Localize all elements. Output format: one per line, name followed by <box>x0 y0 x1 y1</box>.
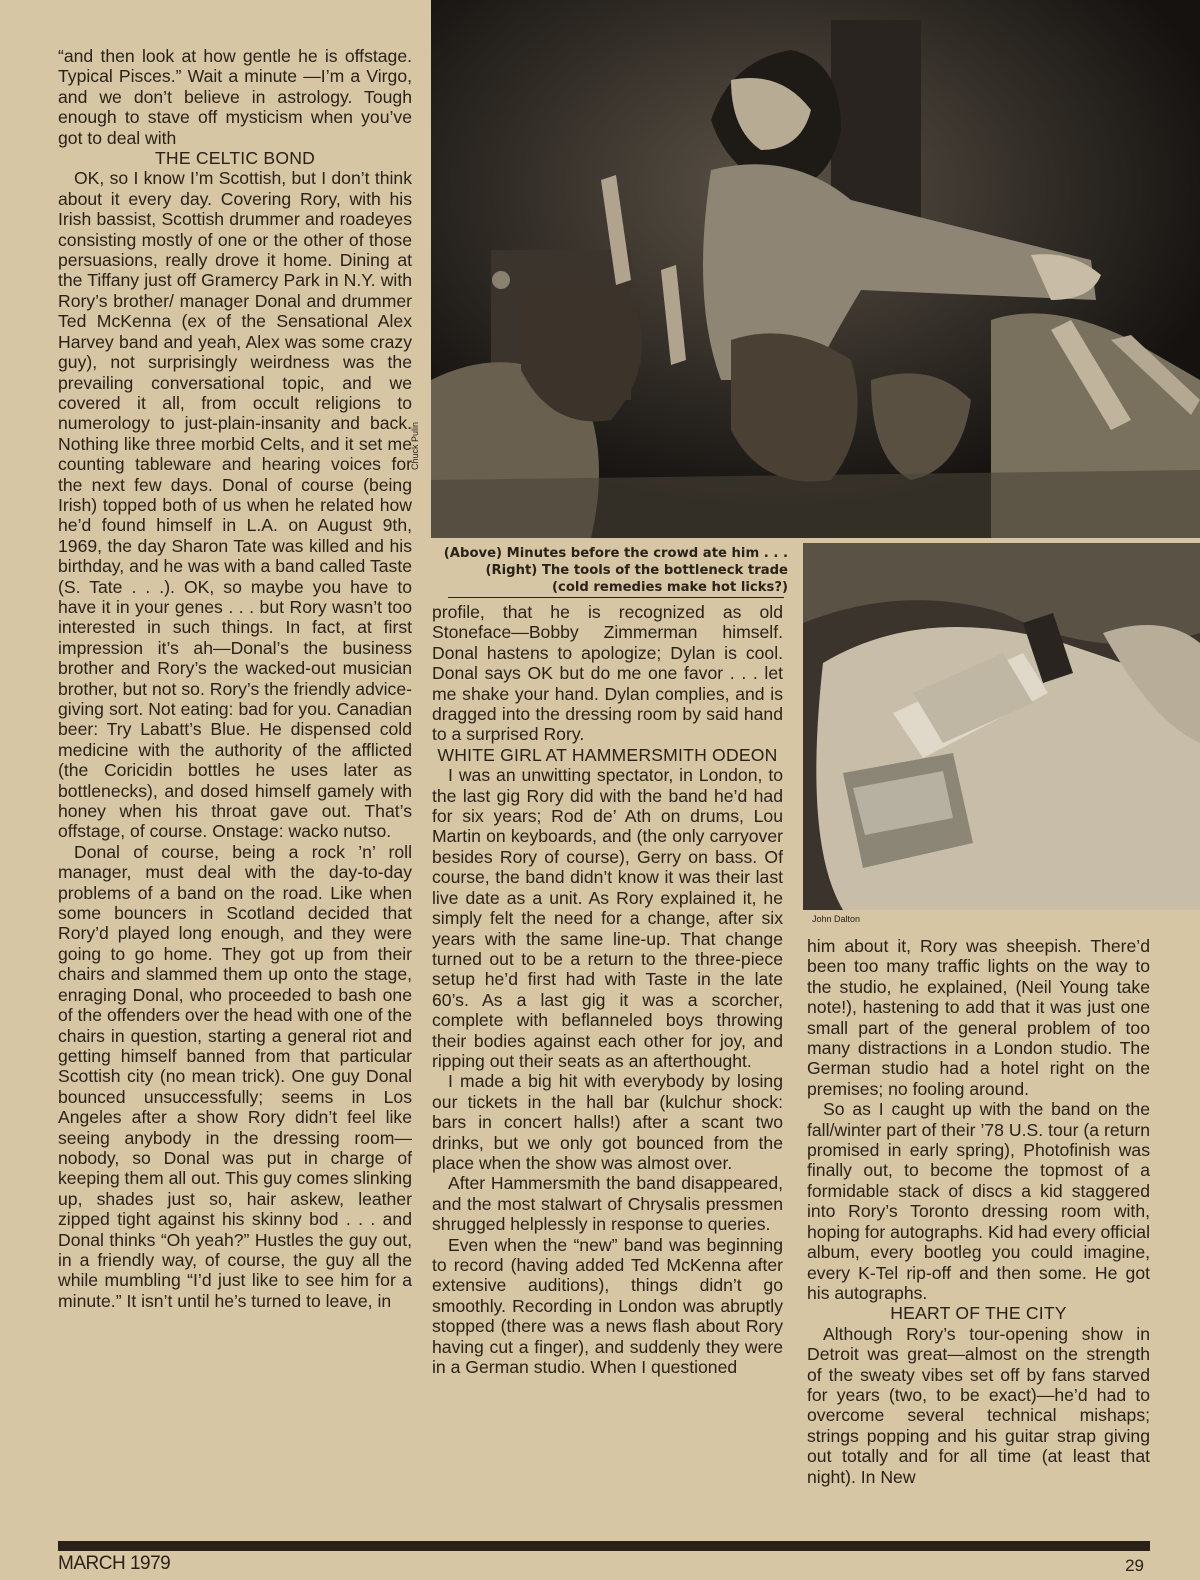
section-heading: HEART OF THE CITY <box>890 1303 1067 1324</box>
paragraph: him about it, Rory was sheepish. There’d been too many traffic lights on the way to the studio, he explained, (Neil Young take note!), hastening to add that it was just one small part of the general problem of too many distractions in a London studio. The German studio had a hotel right on the premises; no fooling around. <box>807 936 1150 1099</box>
section-heading: THE CELTIC BOND <box>154 148 316 169</box>
caption-line: (Right) The tools of the bottleneck trade <box>485 563 788 578</box>
concert-photo-image <box>431 0 1200 538</box>
article-column-1 <box>58 46 412 1311</box>
caption-line: (cold remedies make hot licks?) <box>551 580 788 595</box>
page-number: 29 <box>1125 1556 1144 1575</box>
caption-line: (Above) Minutes before the crowd ate him . . . <box>443 546 788 561</box>
paragraph: So as I caught up with the band on the fall/winter part of their ’78 U.S. tour (a return promised in early spring), Photofinish was finally out, to become the topmost of a formidable stack of discs a kid staggered into Rory’s Toronto dressing room with, hoping for autographs. Kid had every official album, every bootleg you could imagine, every K-Tel rip-off and then some. He got his autographs. <box>807 1099 1150 1303</box>
issue-date: MARCH 1979 <box>58 1553 171 1574</box>
paragraph: After Hammersmith the band disappeared, and the most stalwart of Chrysalis pressmen shrugged helplessly in response to queries. <box>432 1173 783 1235</box>
paragraph: Although Rory’s tour-opening show in Detroit was great—almost on the strength of the sweaty vibes set off by fans starved for years (two, to be exact)—he’d had to overcome several technical mishaps; strings popping and his guitar strap giving out totally and for all time (at least that night). In New <box>807 1323 1150 1487</box>
paragraph: I made a big hit with everybody by losing our tickets in the hall bar (kulchur shock: bars in concert halls!) after a scant two drinks, but we only got bounced from the place when the show was almost over. <box>432 1071 783 1173</box>
bottlenecks-photo <box>803 543 1200 910</box>
photo-credit: Chuck Pulin <box>410 421 420 470</box>
photo-caption <box>430 545 788 596</box>
paragraph: I was an unwitting spectator, in London, to the last gig Rory did with the band he’d had for six years; Rod de’ Ath on drums, Lou Martin on keyboards, and (the only carryover besides Rory of course), Gerry on bass. Of course, the band didn’t know it was their last live date as a unit. As Rory explained it, he simply felt the need for a change, after six years with the same line-up. That change turned out to be a return to the three-piece setup he’d first had with Taste in the late 60’s. As a last gig it was a scorcher, complete with beflanneled boys throwing their bodies against each other for joy, and ripping out their seats as an afterthought. <box>432 765 783 1071</box>
paragraph: OK, so I know I’m Scottish, but I don’t think about it every day. Covering Rory, with his Irish bassist, Scottish drummer and roadeyes consisting mostly of one or the other of those persuasions, really drove it home. Dining at the Tiffany just off Gramercy Park in N.Y. with Rory’s brother/ manager Donal and drummer Ted McKenna (ex of the Sensational Alex Harvey band and yeah, Alex was some crazy guy), not surprisingly weirdness was the prevailing conversational topic, and we covered it all, from occult religions to numerology to just-plain-insanity and back. Nothing like three morbid Celts, and it set me counting tableware and hearing voices for the next few days. Donal of course (being Irish) topped both of us when he related how he’d found himself in L.A. on August 9th, 1969, the day Sharon Tate was killed and his birthday, and he was with a band called Taste (S. Tate . . .). OK, so maybe you have to have it in your genes . . . but Rory wasn’t too interested in such things. In fact, at first impression it’s ah—Donal’s the business brother and Rory’s the wacked-out musician brother, but not so. Rory’s the friendly advice-giving sort. Not eating: bad for you. Canadian beer: Try Labatt’s Blue. He dispensed cold medicine with the authority of the afflicted (the Coricidin bottles he uses later as bottlenecks), and dosed himself gamely with honey when his throat gave out. That’s offstage, of course. Onstage: wacko nutso. <box>58 168 412 842</box>
photo-credit: John Dalton <box>812 914 861 924</box>
article-column-2 <box>432 602 783 1377</box>
paragraph: “and then look at how gentle he is offstage. Typical Pisces.” Wait a minute —I’m a Virgo, and we don’t believe in astrology. Tough enough to stave off mysticism when you’ve got to deal with <box>58 46 412 148</box>
paragraph: Donal of course, being a rock ’n’ roll manager, must deal with the day-to-day problems of a band on the road. Like when some bouncers in Scotland decided that Rory’d played long enough, and they were going to go home. They got up from their chairs and slammed them up onto the stage, enraging Donal, who proceeded to bash one of the offenders over the head with one of the chairs in question, starting a general riot and getting himself banned from that particular Scottish city (no mean trick). One guy Donal bounced unsuccessfully; seems in Los Angeles after a show Rory didn’t feel like seeing anybody in the dressing room—nobody, so Donal was put in charge of keeping them all out. This guy comes slinking up, shades just so, hair askew, leather zipped tight against his skinny bod . . . and Donal thinks “Oh yeah?” Hustles the guy out, in a friendly way, of course, the guy all the while mumbling “I’d just like to see him for a minute.” It isn’t until he’s turned to leave, in <box>58 841 412 1311</box>
concert-photo <box>431 0 1200 538</box>
bottlenecks-photo-image <box>803 543 1200 910</box>
section-heading: WHITE GIRL AT HAMMERSMITH ODEON <box>437 744 778 765</box>
footer-rule <box>58 1541 1150 1551</box>
article-column-3 <box>807 936 1150 1487</box>
paragraph: Even when the “new” band was beginning to record (having added Ted McKenna after extensive auditions), things didn’t go smoothly. Recording in London was abruptly stopped (there was a news flash about Rory having cut a finger), and suddenly they were in a German studio. When I questioned <box>432 1234 783 1378</box>
paragraph: profile, that he is recognized as old Stoneface—Bobby Zimmerman himself. Donal hastens to apologize; Dylan is cool. Donal says OK but do me one favor . . . let me shake your hand. Dylan complies, and is dragged into the dressing room by said hand to a surprised Rory. <box>432 602 783 745</box>
caption-divider <box>448 597 784 598</box>
